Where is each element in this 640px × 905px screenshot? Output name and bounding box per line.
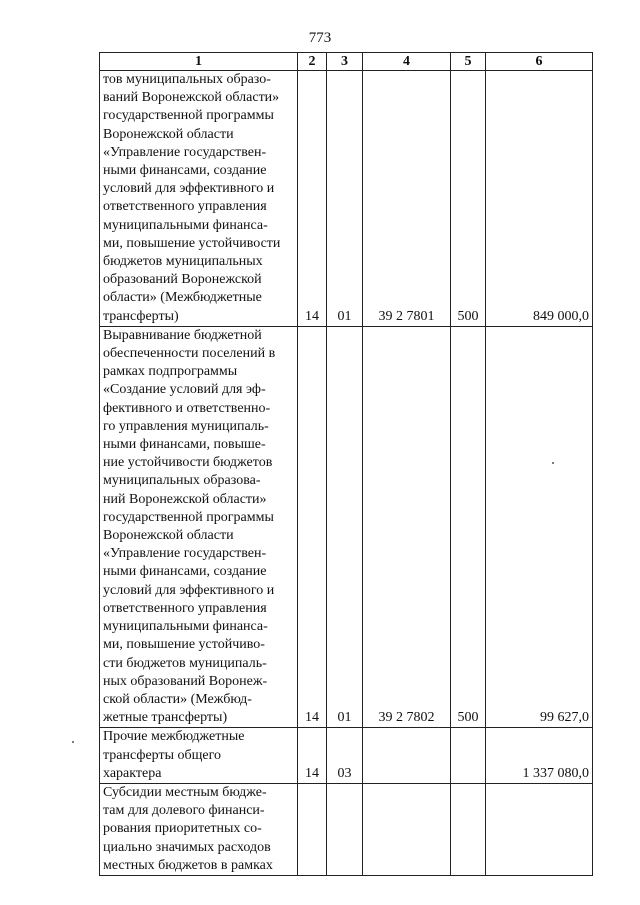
- scan-speck: [72, 741, 74, 743]
- row-amount: 849 000,0: [486, 71, 593, 327]
- scan-speck: [552, 462, 554, 464]
- header-col-2: 2: [298, 53, 327, 71]
- row-expense-type: 500: [451, 326, 486, 727]
- header-col-3: 3: [327, 53, 363, 71]
- table-row: [100, 783, 593, 875]
- row-target-article: 39 2 7802: [363, 326, 451, 727]
- row-target-article: [363, 728, 451, 784]
- header-col-1: 1: [100, 53, 298, 71]
- row-expense-type: 500: [451, 71, 486, 327]
- row-description: Субсидии местным бюдже- там для долевого финанси- рования приоритетных со- циально значимых расходов местных бюджетов в рамках: [100, 783, 298, 875]
- table-row: [100, 728, 593, 784]
- budget-table: [99, 52, 593, 876]
- row-target-article: [363, 783, 451, 875]
- row-section: 14: [298, 728, 327, 784]
- row-section: 14: [298, 326, 327, 727]
- row-subsection: [327, 783, 363, 875]
- row-expense-type: [451, 783, 486, 875]
- row-section: [298, 783, 327, 875]
- row-subsection: 01: [327, 71, 363, 327]
- table-row: [100, 71, 593, 327]
- row-section: 14: [298, 71, 327, 327]
- table-row: [100, 326, 593, 727]
- header-col-5: 5: [451, 53, 486, 71]
- row-subsection: 01: [327, 326, 363, 727]
- header-col-4: 4: [363, 53, 451, 71]
- row-target-article: 39 2 7801: [363, 71, 451, 327]
- header-col-6: 6: [486, 53, 593, 71]
- row-expense-type: [451, 728, 486, 784]
- row-description: тов муниципальных образо- ваний Воронежской области» государственной программы Воронежской области «Управление государствен- ными финансами, создание условий для эффективного и ответственного управления муниципальными финанса- ми, повышение устойчивости бюджетов муниципальных образований Воронежской области» (Межбюджетные трансферты): [100, 71, 298, 327]
- row-amount: 1 337 080,0: [486, 728, 593, 784]
- table-header-row: [100, 53, 593, 71]
- row-amount: [486, 783, 593, 875]
- row-description: Выравнивание бюджетной обеспеченности поселений в рамках подпрограммы «Создание условий для эф- фективного и ответственно- го управления муниципаль- ными финансами, повыше- ние устойчивости бюджетов муниципальных образова- ний Воронежской области» государственной программы Воронежской области «Управление государствен- ными финансами, создание условий для эффективного и ответственного управления муниципальными финанса- ми, повышение устойчиво- сти бюджетов муниципаль- ных образований Воронеж- ской области» (Межбюд- жетные трансферты): [100, 326, 298, 727]
- row-subsection: 03: [327, 728, 363, 784]
- row-amount: 99 627,0: [486, 326, 593, 727]
- page-number: 773: [308, 30, 332, 46]
- row-description: Прочие межбюджетные трансферты общего характера: [100, 728, 298, 784]
